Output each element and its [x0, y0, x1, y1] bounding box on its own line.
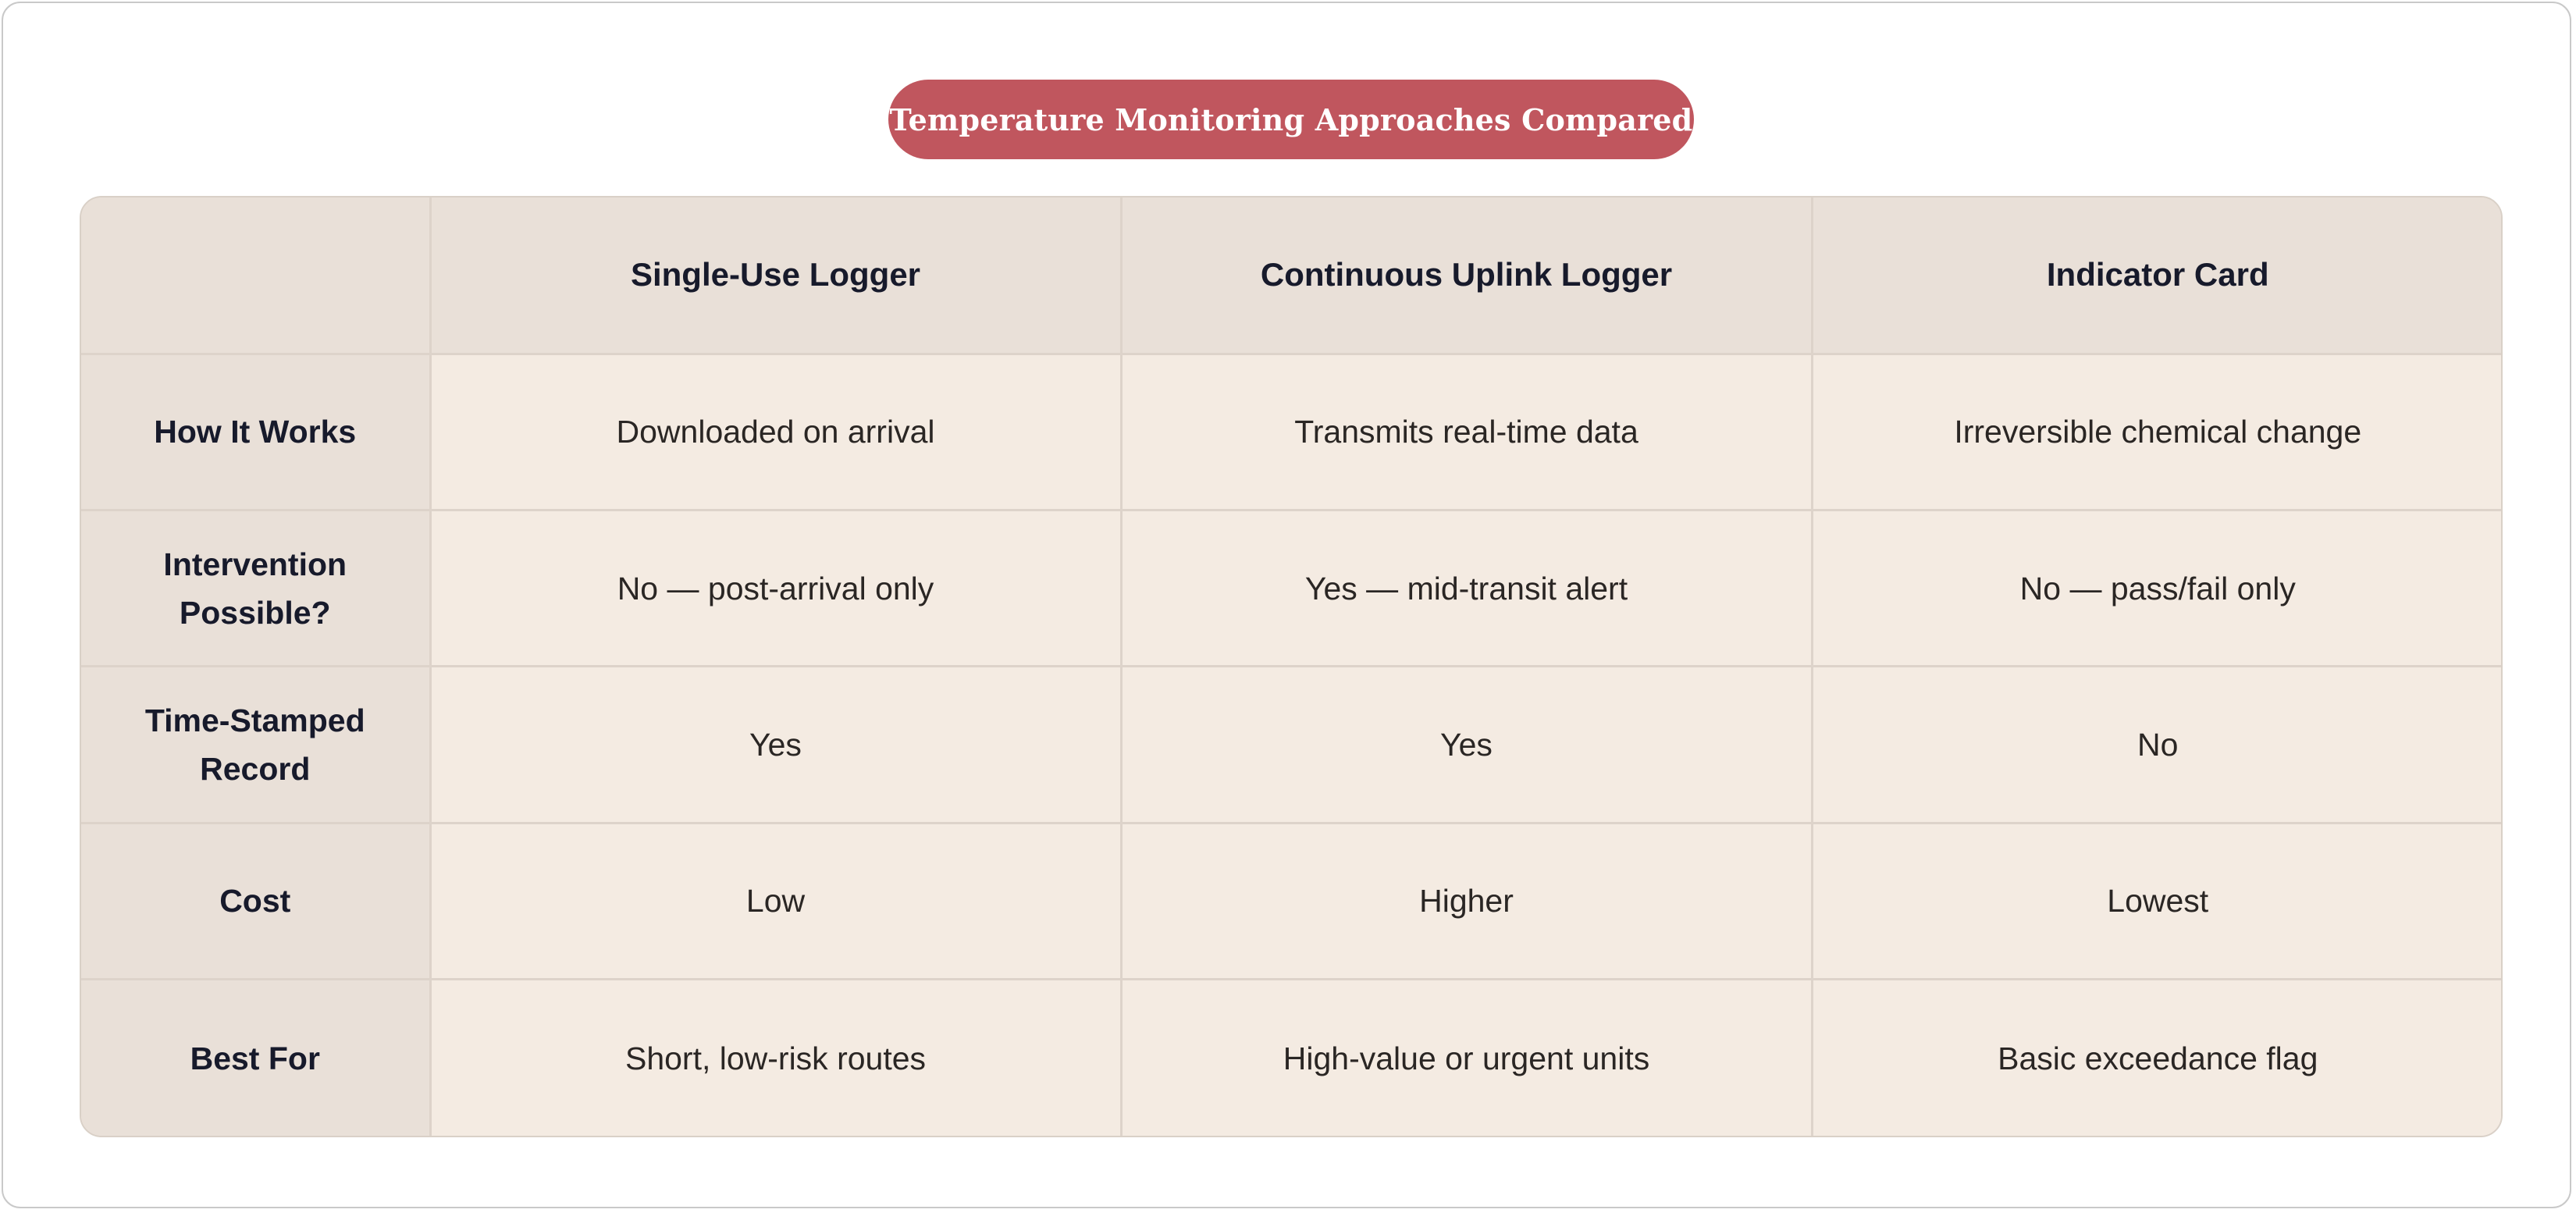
row-label: How It Works [81, 354, 430, 510]
table-cell: Yes — mid-transit alert [1121, 510, 1812, 666]
comparison-table-grid [81, 197, 2503, 1136]
table-row [81, 354, 2503, 510]
row-label: Intervention Possible? [81, 510, 430, 666]
table-cell: Basic exceedance flag [1812, 980, 2503, 1136]
table-cell: Irreversible chemical change [1812, 354, 2503, 510]
table-cell: No [1812, 667, 2503, 823]
table-cell: Transmits real-time data [1121, 354, 1812, 510]
table-row [81, 823, 2503, 979]
table-cell: Yes [1121, 667, 1812, 823]
column-header: Single-Use Logger [430, 197, 1121, 354]
column-header: Indicator Card [1812, 197, 2503, 354]
table-cell: Short, low-risk routes [430, 980, 1121, 1136]
row-label: Best For [81, 980, 430, 1136]
table-cell: Lowest [1812, 823, 2503, 979]
table-cell: High-value or urgent units [1121, 980, 1812, 1136]
header-row [81, 197, 2503, 354]
table-row [81, 667, 2503, 823]
row-label: Time-Stamped Record [81, 667, 430, 823]
table-cell: No — post-arrival only [430, 510, 1121, 666]
table-cell: Downloaded on arrival [430, 354, 1121, 510]
page-title: Temperature Monitoring Approaches Compared [888, 80, 1694, 159]
comparison-table [80, 196, 2503, 1137]
row-label: Cost [81, 823, 430, 979]
table-cell: Low [430, 823, 1121, 979]
corner-cell [81, 197, 430, 354]
table-cell: No — pass/fail only [1812, 510, 2503, 666]
table-row [81, 510, 2503, 666]
page-frame [2, 2, 2571, 1208]
column-header: Continuous Uplink Logger [1121, 197, 1812, 354]
table-row [81, 980, 2503, 1136]
table-cell: Yes [430, 667, 1121, 823]
table-cell: Higher [1121, 823, 1812, 979]
